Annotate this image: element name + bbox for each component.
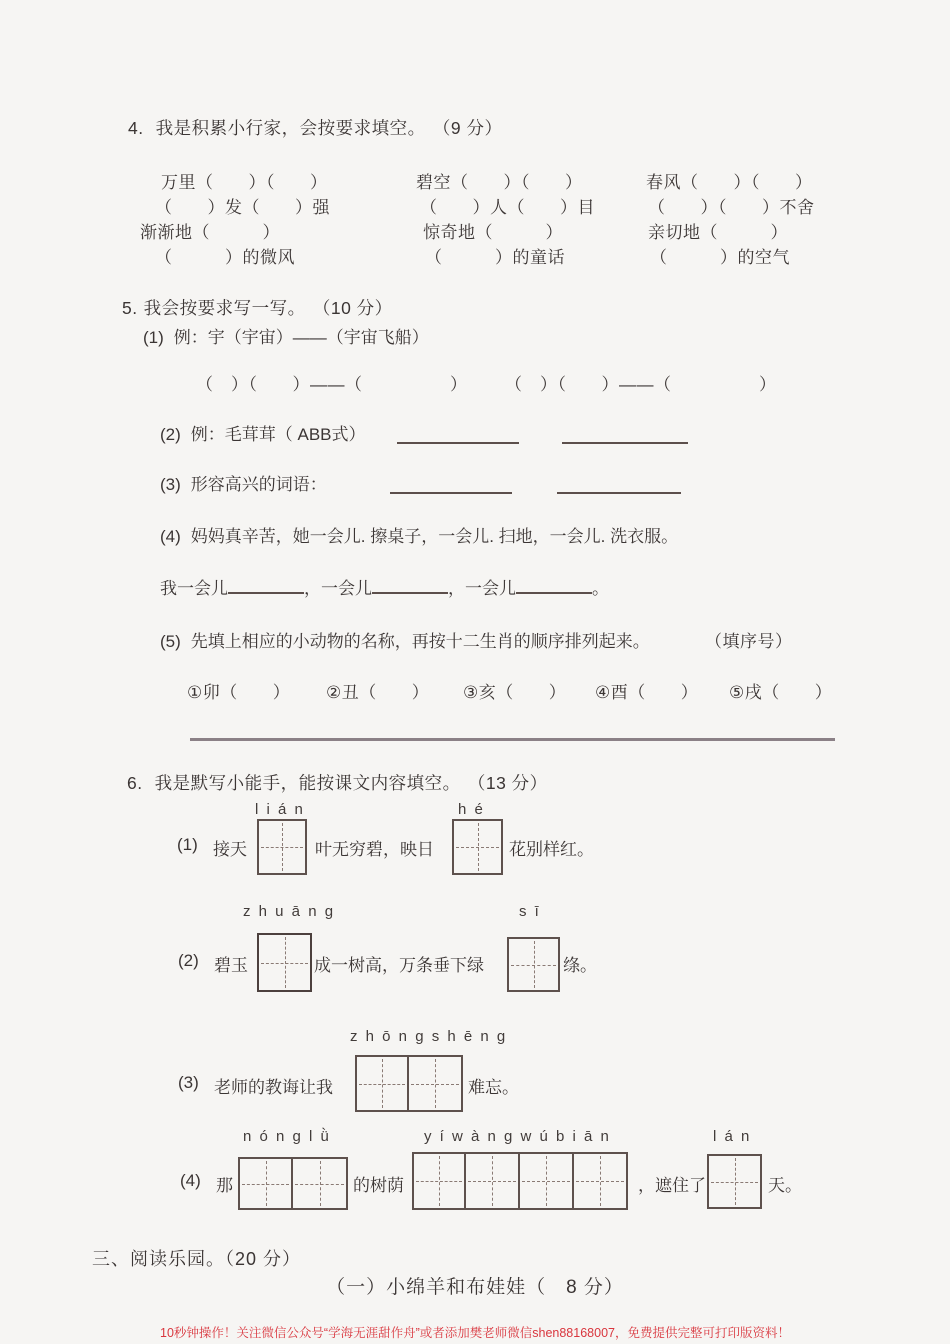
- tianzige-grid: [238, 1157, 348, 1210]
- q5-item-4-fill-line: [160, 574, 609, 599]
- tianzige-box: [574, 1152, 628, 1210]
- q5-zodiac-blank: ①卯（ ）: [187, 683, 291, 702]
- q5-item-4-blank-2: [372, 578, 448, 594]
- q5-item-4-fill-sep: ，一会儿: [304, 579, 372, 598]
- q5-item-5-label: (5): [160, 632, 181, 651]
- q5-item-3: [160, 470, 327, 495]
- q4-blank-cell: 亲切地（ ）: [648, 223, 788, 242]
- q5-item-1-fill-right: （ ）（ ）——（ ）: [505, 375, 777, 394]
- q5-zodiac-blank: ④酉（ ）: [595, 683, 699, 702]
- q6-item-3-label: (3): [178, 1073, 199, 1092]
- q5-item-4-text: 妈妈真辛苦，她一会儿. 擦桌子，一会儿. 扫地，一会儿. 洗衣服。: [190, 527, 679, 546]
- tianzige-grid: [412, 1152, 628, 1210]
- q5-item-3-label: (3): [160, 475, 181, 494]
- section-3-title: 三、阅读乐园。（20 分）: [92, 1249, 302, 1269]
- q6-item-1-label: (1): [177, 835, 198, 854]
- q5-zodiac-blank: ⑤戌（ ）: [729, 683, 833, 702]
- question-6-title: 我是默写小能手，能按课文内容填空。: [154, 773, 461, 793]
- q5-zodiac-blank: ②丑（ ）: [326, 683, 430, 702]
- question-5-title: 我会按要求写一写。: [143, 298, 306, 318]
- q4-blank-cell: 春风（ ）（ ）: [646, 173, 813, 192]
- tianzige-box: [409, 1055, 463, 1112]
- q6-item-4-text-4: 天。: [768, 1176, 802, 1195]
- q5-zodiac-blank: ③亥（ ）: [463, 683, 567, 702]
- q4-blank-cell: （ ）的微风: [155, 248, 295, 267]
- question-6-number: 6.: [127, 773, 143, 793]
- question-4-title: 我是积累小行家，会按要求填空。: [155, 118, 426, 138]
- question-4-number: 4.: [128, 118, 144, 138]
- q5-item-4: [160, 522, 678, 547]
- q6-item-3-text-2: 难忘。: [468, 1078, 519, 1097]
- tianzige-box: [707, 1154, 762, 1209]
- q5-item-1: [143, 323, 429, 348]
- q5-item-1-example: 例：宇（宇宙）——（宇宙飞船）: [173, 328, 429, 347]
- q6-item-2-label: (2): [178, 951, 199, 970]
- q6-item-1: [0, 801, 950, 875]
- q4-blank-cell: 碧空（ ）（ ）: [416, 173, 583, 192]
- q5-item-3-blank-2: [557, 474, 681, 494]
- q6-item-2-text-3: 绦。: [563, 956, 597, 975]
- q6-item-1-text-3: 花别样红。: [509, 840, 594, 859]
- q6-item-1-text-1: 接天: [213, 840, 247, 859]
- tianzige-box: [293, 1157, 348, 1210]
- section-3-reading-subtitle: （一）小绵羊和布娃娃（ 8 分）: [326, 1277, 624, 1298]
- q6-item-2-text-2: 成一树高，万条垂下绿: [314, 956, 484, 975]
- tianzige-box: [355, 1055, 409, 1112]
- q6-item-1-pinyin-1: l i á n: [255, 801, 305, 818]
- tianzige-grid: [355, 1055, 463, 1112]
- question-4-header: [128, 115, 502, 140]
- promo-footer-text: 10秒钟操作！关注微信公众号“学海无涯甜作舟”或者添加樊老师微信shen88168007，免费提供完整可打印版资料！: [160, 1326, 790, 1340]
- q5-item-4-fill-sep: ，一会儿: [448, 579, 516, 598]
- q6-item-2-text-1: 碧玉: [214, 956, 248, 975]
- q4-blank-cell: （ ）人（ ）目: [420, 198, 595, 217]
- q6-item-2-pinyin-2: s ī: [519, 903, 541, 920]
- q6-item-4-label: (4): [180, 1171, 201, 1190]
- tianzige-box: [520, 1152, 574, 1210]
- q5-item-3-text: 形容高兴的词语：: [190, 475, 327, 494]
- q5-item-2: [160, 420, 366, 445]
- q6-item-3-pinyin: z h ō n g s h ē n g: [350, 1028, 508, 1045]
- q5-item-5: [160, 627, 650, 652]
- q5-item-1-label: (1): [143, 328, 164, 347]
- q6-item-4-text-2: 的树荫: [353, 1176, 404, 1195]
- tianzige-box: [412, 1152, 466, 1210]
- q6-item-1-text-2: 叶无穷碧，映日: [315, 840, 434, 859]
- question-6-header: [127, 770, 548, 795]
- q5-item-5-note: （填序号）: [705, 632, 793, 651]
- q5-item-1-fill-left: （ ）（ ）——（ ）: [196, 375, 468, 394]
- tianzige-box: [238, 1157, 293, 1210]
- q6-item-4-text-1: 那: [216, 1176, 233, 1195]
- q6-item-4-pinyin-3: l á n: [713, 1128, 752, 1145]
- tianzige-box: [257, 933, 312, 992]
- tianzige-box: [466, 1152, 520, 1210]
- q5-item-4-label: (4): [160, 527, 181, 546]
- q6-item-3: [0, 1028, 950, 1112]
- tianzige-box: [257, 819, 307, 875]
- q4-blank-cell: 惊奇地（ ）: [423, 223, 563, 242]
- question-5-number: 5.: [122, 298, 138, 318]
- q4-blank-cell: （ ）的童话: [425, 248, 565, 267]
- question-4-points: （9 分）: [441, 118, 503, 138]
- q5-item-2-blank-1: [397, 424, 519, 444]
- q6-item-4-pinyin-1: n ó n g l ǜ: [243, 1128, 331, 1145]
- q6-item-2-pinyin-1: z h u ā n g: [243, 903, 336, 920]
- q6-item-2: [0, 903, 950, 992]
- q5-item-4-blank-3: [516, 578, 592, 594]
- q5-item-5-text: 先填上相应的小动物的名称，再按十二生肖的顺序排列起来。: [190, 632, 650, 651]
- q5-item-4-blank-1: [228, 578, 304, 594]
- q4-blank-cell: （ ）发（ ）强: [155, 198, 330, 217]
- q5-item-3-blank-1: [390, 474, 512, 494]
- q6-item-4-pinyin-2: y í w à n g w ú b i ā n: [424, 1128, 611, 1145]
- q4-blank-cell: 万里（ ）（ ）: [161, 173, 328, 192]
- q6-item-4: [0, 1128, 950, 1210]
- q4-blank-cell: 渐渐地（ ）: [140, 223, 280, 242]
- q5-item-4-fill-end: 。: [592, 579, 609, 598]
- q4-blank-cell: （ ）（ ）不舍: [648, 198, 815, 217]
- q6-item-3-text-1: 老师的教诲让我: [214, 1078, 333, 1097]
- q5-item-2-text: 例：毛茸茸（ ABB式）: [190, 425, 366, 444]
- q4-blank-cell: （ ）的空气: [650, 248, 790, 267]
- question-5-points: （10 分）: [321, 298, 393, 318]
- q6-item-4-text-3: ，遮住了: [638, 1176, 706, 1195]
- question-5-header: [122, 295, 393, 320]
- q6-item-1-pinyin-2: h é: [458, 801, 485, 818]
- q5-item-2-label: (2): [160, 425, 181, 444]
- question-6-points: （13 分）: [476, 773, 548, 793]
- tianzige-box: [507, 937, 560, 992]
- tianzige-box: [452, 819, 503, 875]
- q5-item-4-fill-prefix: 我一会儿: [160, 579, 228, 598]
- answer-divider-line: [190, 738, 835, 741]
- q5-item-2-blank-2: [562, 424, 688, 444]
